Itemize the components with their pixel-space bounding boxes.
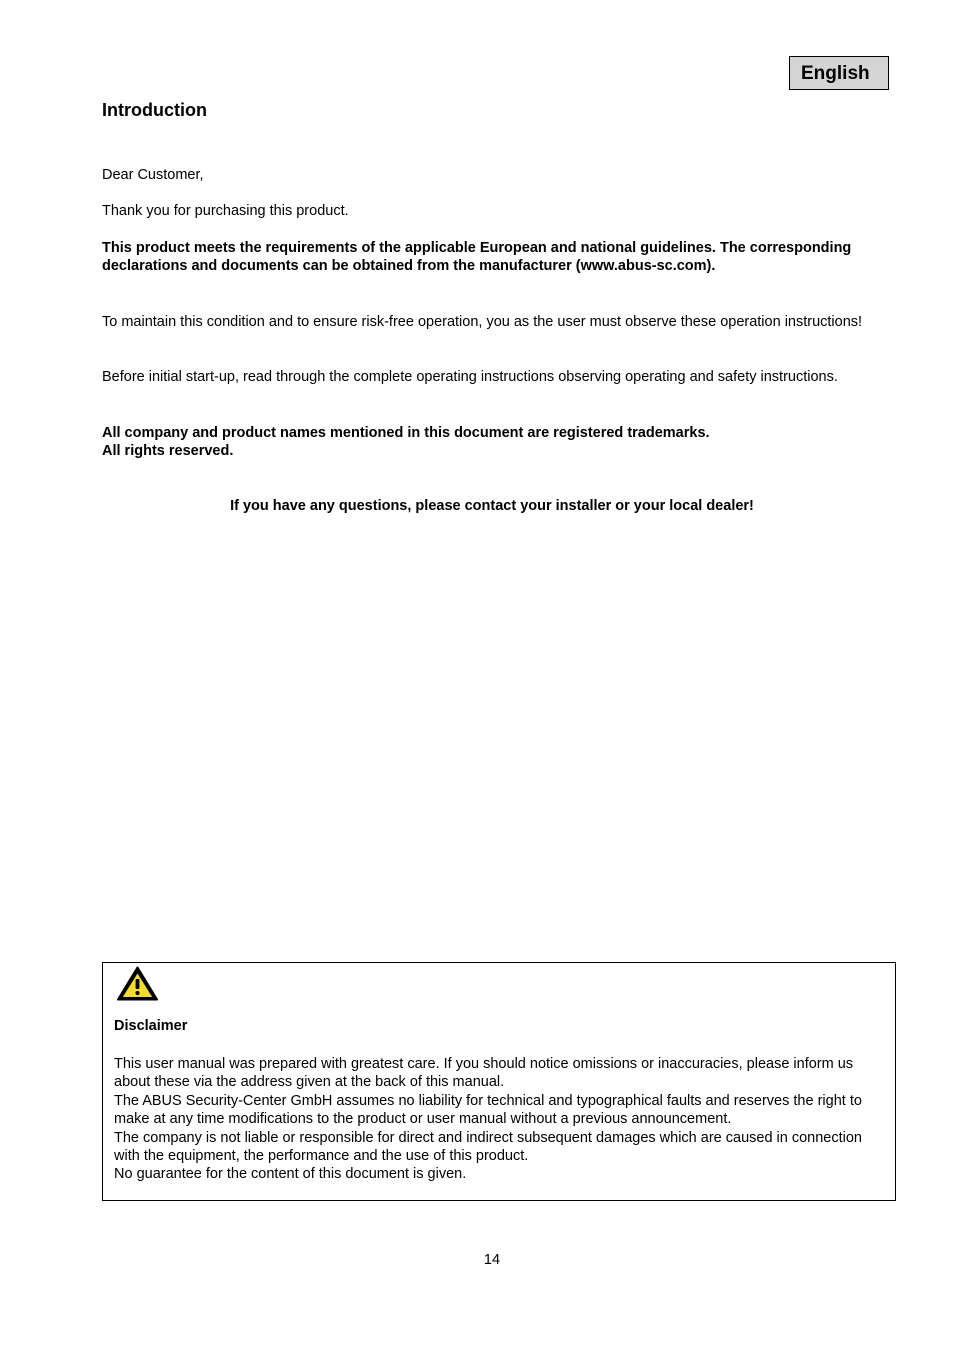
disclaimer-box: [102, 962, 896, 1201]
trademarks-block: [102, 424, 882, 461]
contact-text: If you have any questions, please contact your installer or your local dealer!: [230, 498, 754, 514]
disclaimer-line: No guarantee for the content of this document is given.: [114, 1166, 467, 1183]
language-badge: English: [789, 56, 889, 90]
disclaimer-line: The company is not liable or responsible for direct and indirect subsequent damages which are caused in connection with the equipment, the performance and the use of this product.: [114, 1129, 862, 1165]
page-title: Introduction: [102, 100, 207, 120]
rights-line: All rights reserved.: [102, 443, 234, 460]
disclaimer-line: This user manual was prepared with greatest care. If you should notice omissions or inaccuracies, please inform us about these via the address given at the back of this manual.: [114, 1056, 854, 1091]
thanks-text: Thank you for purchasing this product.: [102, 203, 349, 219]
disclaimer-line: The ABUS Security-Center GmbH assumes no liability for technical and typographical faults and reserves the right to make at any time modifications to the product or user manual without a previous announcement.: [114, 1092, 862, 1128]
trademarks-line: All company and product names mentioned in this document are registered trademarks.: [102, 425, 710, 441]
startup-text: Before initial start-up, read through the complete operating instructions observing operating and safety instructions.: [102, 369, 838, 385]
disclaimer-text: [114, 1055, 890, 1184]
page-number: 14: [483, 1252, 501, 1268]
warning-triangle-icon: [116, 965, 159, 1002]
disclaimer-title: Disclaimer: [114, 1018, 188, 1034]
compliance-text: This product meets the requirements of the applicable European and national guidelines. The corresponding declarations and documents can be obtained from the manufacturer (www.abus-sc.com).: [102, 240, 852, 275]
maintain-text: To maintain this condition and to ensure risk-free operation, you as the user must observe these operation instructions!: [102, 314, 863, 330]
greeting-text: Dear Customer,: [102, 167, 204, 183]
